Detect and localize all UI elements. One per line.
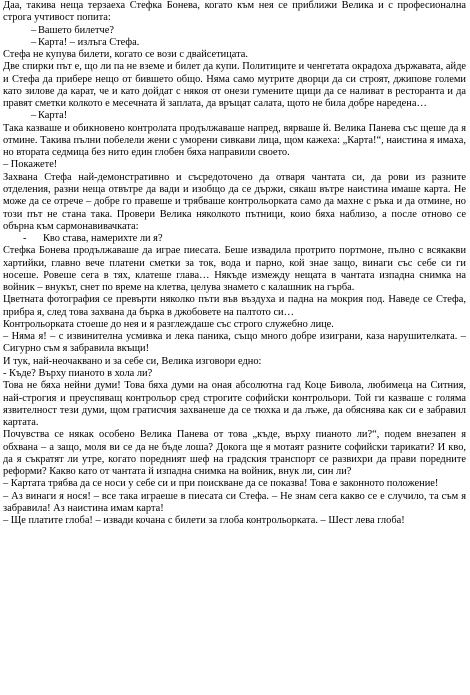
- bullet-marker: -: [23, 233, 27, 245]
- paragraph: – Няма я! – с извинителна усмивка и лека паника, също много добре изиграни, каза нарушителката. – Сигурно съм я забравила вкъщи!: [3, 331, 466, 355]
- dialogue-text: Карта!: [38, 110, 68, 122]
- paragraph: Захвана Стефа най-демонстративно и съсредоточено да отваря чантата си, да рови из разните отделения, разни неща отвътре да вади и изобщо да се държи, сякаш вътре наистина имаше карта. Не може да се отрече – добре го правеше и трябваше контрольорката само да махне с ръка и да отмине, но този път не стана така. Провери Велика няколкото пътници, коио бяха наблизо, а после отново се обърна към сармонавивачката:: [3, 171, 466, 232]
- bullet-line: [3, 233, 466, 245]
- paragraph: Контрольорката стоеше до нея и я разглеждаше със строго служебно лице.: [3, 318, 334, 330]
- paragraph: Даа, такива неща терзаеха Стефка Бонева, когато към нея се приближи Велика и с професионална строга учтивост попита:: [3, 0, 466, 24]
- paragraph: – Картата трябва да се носи у себе си и при поискване да се показва! Това е законното положение!: [3, 478, 439, 490]
- dialogue-text: Вашето билетче?: [38, 24, 114, 36]
- paragraph: - Къде? Върху пианото в хола ли?: [3, 367, 153, 379]
- paragraph: И тук, най-неочаквано и за себе си, Велика изговори едно:: [3, 355, 262, 367]
- dash-marker: –: [31, 36, 37, 48]
- paragraph: Почувства се някак особено Велика Панева от това „къде, върху пианото ли?“, подем внезапен я обхвана – а защо, моля ви се да не бъде лоша? Докога ще я мотаят разните софийски тарикати? И кво, да я съкратят ли утре, когато поредният шеф на градския транспорт се развихри да прави поредните реформи? Какво като от чантата й изпадна снимка на войник, внук ли, син ли?: [3, 429, 466, 478]
- paragraph: – Аз винаги я нося! – все така играеше в пиесата си Стефа. – Не знам сега какво се е случило, та съм я забравила! Аз наистина имам карта!: [3, 490, 466, 514]
- paragraph: Две спирки път е, що ли па не вземе и билет да купи. Политиците и ченгетата окрадоха държавата, айде и Стефа да прибере нещо от бившето общо. Няма само мутрите дворци да си строят, джипове големи като зилове да карат, че и като дойдат с някоя от онези гумените щици да се наливат в ресторанта и да правят сметки колкото е месечната й заплата, да връщат салата, щото не била добре наредена…: [3, 61, 466, 110]
- dialogue-line: [3, 110, 466, 122]
- paragraph: Това не бяха нейни думи! Това бяха думи на оная абсолютна гад Коце Бивола, любимеца на Ситния, най-строгия и преуспяващ контрольор сред строгите софийски контрольори. Той ги казваше с голяма язвителност тези думи, щом гратисчия захванеше да се тюхка и да лъже, да обяснява как си е забравил картата.: [3, 380, 466, 429]
- dash-marker: –: [31, 110, 37, 122]
- paragraph: Стефа не купува билети, когато се вози с двайсетицата.: [3, 49, 248, 61]
- dash-marker: –: [31, 24, 37, 36]
- paragraph: Стефка Бонева продължаваше да играе пиесата. Беше извадила протрито портмоне, пълно с всякакви хартийки, главно вече платени сметки за ток, вода и парно, кой знае защо, винаги със себе си ги носеше. Ровеше сега в тях, клатеше глава… Някъде измежду нещата в чантата изпадна снимка на войник – внукът, снет по време на клетва, целува знамето с калашник на гърба.: [3, 245, 466, 294]
- paragraph: Цветната фотография се превърти няколко пъти във въздуха и падна на мокрия под. Наведе се Стефа, прибра я, след това захвана да бърка в джобовете на палтото си…: [3, 294, 466, 318]
- paragraph: Така казваше и обикновено контролата продължаваше напред, вярваше й. Велика Панева със щеше да я отмине. Такива пълни побелели жени с уморени сивкави лица, щом кажеха: „Карта!“, наистина я имаха, но втората седмица без нито един глобен бяха направили своето.: [3, 122, 466, 159]
- paragraph: – Ще платите глоба! – извади кочана с билети за глоба контрольорката. – Шест лева глоба!: [3, 515, 405, 527]
- dialogue-line: [3, 37, 466, 49]
- dialogue-line: [3, 25, 466, 37]
- bullet-text: Кво става, намерихте ли я?: [43, 233, 163, 245]
- paragraph: – Покажете!: [3, 159, 58, 171]
- dialogue-text: Карта! – излъга Стефа.: [38, 36, 140, 48]
